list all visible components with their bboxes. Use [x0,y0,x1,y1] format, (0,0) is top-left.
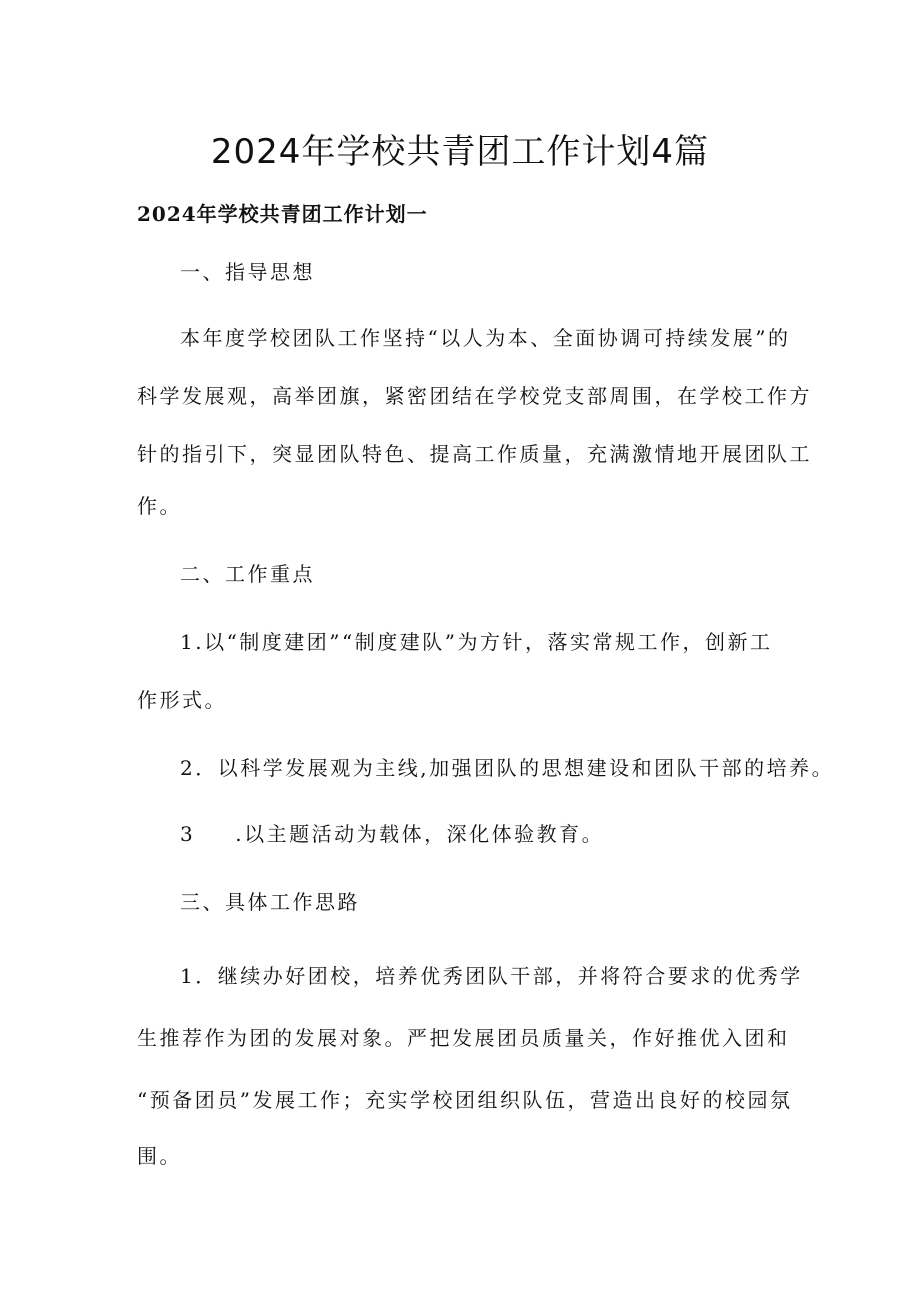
paragraph-line: 生推荐作为团的发展对象。严把发展团员质量关，作好推优入团和 [137,1026,790,1050]
paragraph-line: “预备团员”发展工作；充实学校团组织队伍，营造出良好的校园氛 [137,1088,793,1112]
paragraph-line: 科学发展观，高举团旗，紧密团结在学校党支部周围，在学校工作方 [137,384,812,408]
heading-specific-ideas: 三、具体工作思路 [180,890,360,914]
paragraph-line [180,818,604,847]
paragraph-line: 作。 [137,494,182,518]
paragraph-line: 1．继续办好团校，培养优秀团队干部，并将符合要求的优秀学 [180,964,803,988]
heading-guiding-ideology: 一、指导思想 [180,260,315,284]
paragraph-line: 围。 [137,1144,182,1168]
paragraph-line: 本年度学校团队工作坚持“以人为本、全面协调可持续发展”的 [180,326,791,350]
paragraph-line: 针的指引下，突显团队特色、提高工作质量，充满激情地开展团队工 [137,442,812,466]
paragraph-line: 2．以科学发展观为主线,加强团队的思想建设和团队干部的培养。 [180,756,835,780]
paragraph-line: 作形式。 [137,688,227,712]
document-title: 2024年学校共青团工作计划4篇 [210,132,710,172]
paragraph-line: 1.以“制度建团”“制度建队”为方针，落实常规工作，创新工 [180,630,773,654]
section-subtitle: 2024年学校共青团工作计划一 [137,202,428,226]
list-text: .以主题活动为载体，深化体验教育。 [235,822,605,846]
list-number: 3 [180,822,196,846]
heading-work-focus: 二、工作重点 [180,562,315,586]
